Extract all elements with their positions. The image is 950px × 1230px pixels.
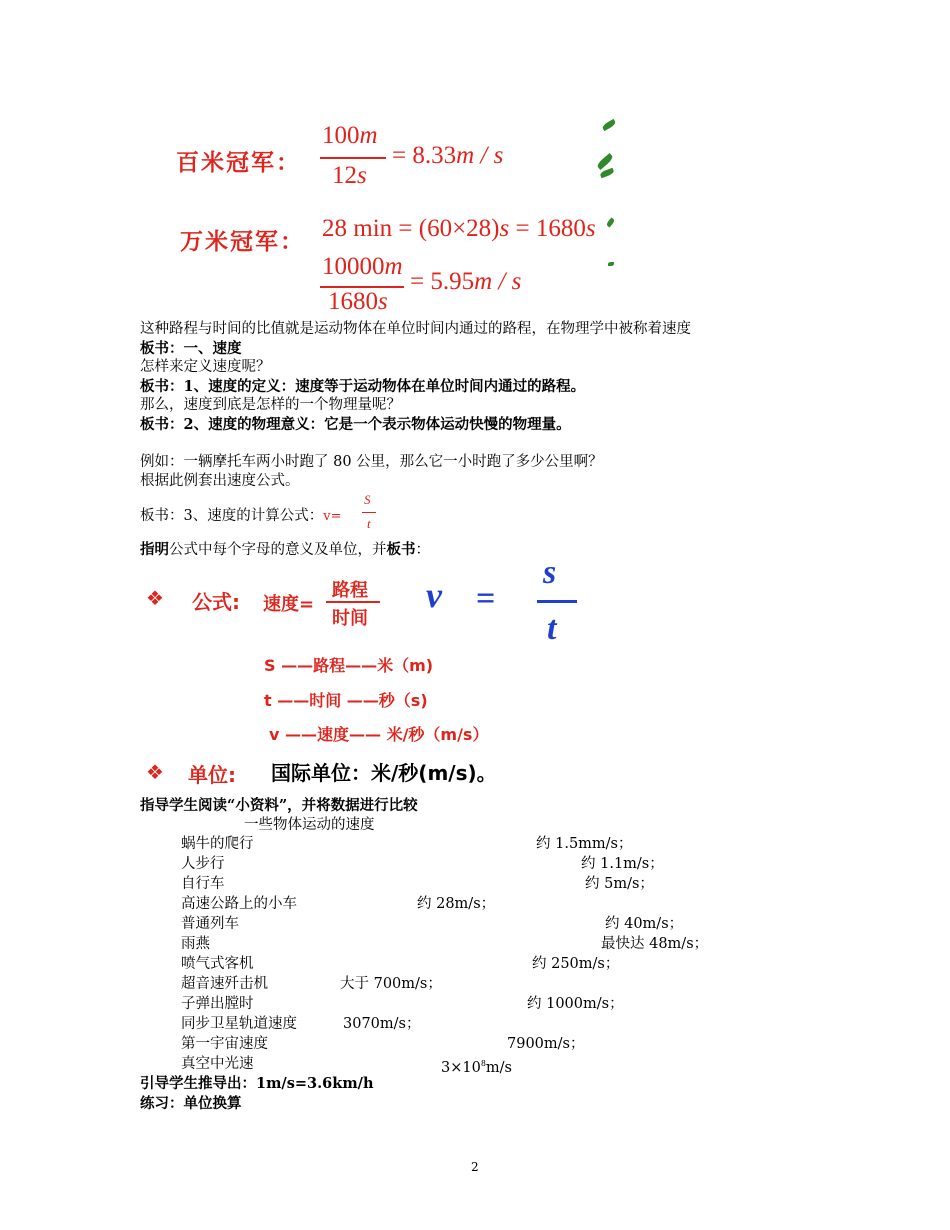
label-100m-champion: 百米冠军： [176,150,301,176]
symbol-v: v [426,575,442,615]
definition-t: t ——时间 ——秒（s) [264,691,428,710]
f3-result-value: = 5.95 [410,268,475,295]
formula-label: 公式: [192,590,240,614]
label-10000m-champion: 万米冠军： [180,229,305,255]
f1-den-value: 12 [332,162,357,189]
f3-numerator [322,253,403,281]
frac-numerator-distance: 路程 [332,580,368,601]
list-item-value: 约 1000m/s； [527,996,624,1012]
formula-slide [140,554,600,790]
board-speed-formula [140,507,341,526]
f1-fraction-bar [320,157,386,159]
list-item-value: 约 250m/s； [532,956,620,972]
explain-bold-b: 板书 [386,541,416,558]
frac-denominator-time: 时间 [332,608,368,629]
list-item-value: 约 1.5mm/s； [536,836,633,852]
f1-den-unit: s [357,162,367,189]
list-item-value [441,1054,512,1078]
paragraph-derive-formula: 根据此例套出速度公式。 [140,473,300,489]
inline-formula-bar [362,512,376,513]
light-speed-base: 3×10 [441,1059,481,1076]
derive-conversion: 引导学生推导出：1m/s=3.6km/h [140,1075,374,1092]
list-item-value: 约 1.1m/s； [581,856,664,872]
formula-image [170,108,615,318]
list-item-value: 最快达 48m/s； [601,936,709,952]
f2-line-unit: s [499,215,510,242]
f3-result [410,268,521,296]
unit-label: 单位: [188,763,236,787]
f1-numerator [322,122,378,150]
board-speed-meaning: 板书：2、速度的物理意义：它是一个表示物体运动快慢的物理量。 [140,416,571,433]
paragraph-explain-letters [140,540,430,560]
f1-result-value: = 8.33 [392,142,457,169]
f1-result [392,142,503,170]
list-item: 高速公路上的小车 [181,896,297,912]
paragraph-question-quantity: 那么，速度到底是怎样的一个物理量呢？ [140,397,401,413]
explain-bold-a: 指明 [140,541,169,558]
definition-v: v ——速度—— 米/秒（m/s） [269,725,489,744]
list-item: 自行车 [181,876,225,892]
list-item-value: 约 28m/s； [417,896,496,912]
list-item: 同步卫星轨道速度 [181,1016,297,1032]
list-item-value: 大于 700m/s； [340,976,442,992]
list-item: 普通列车 [181,916,239,932]
board-speed-definition: 板书：1、速度的定义：速度等于运动物体在单位时间内通过的路程。 [140,378,586,395]
symbol-s: s [543,554,557,591]
list-item: 真空中光速 [181,1056,254,1072]
f2-line-text: 28 min = (60×28) [322,215,500,242]
bamboo-leaf-icon [601,119,615,131]
list-item: 喷气式客机 [181,956,254,972]
list-item: 子弹出膛时 [181,996,254,1012]
frac-bar-words [326,601,380,603]
explain-colon: ： [415,542,430,558]
list-item: 人步行 [181,856,225,872]
paragraph-question-define: 怎样来定义速度呢？ [140,359,271,375]
f1-num-value: 100 [322,122,360,149]
list-item-value: 3070m/s； [343,1016,421,1032]
bamboo-leaf-icon [599,168,614,178]
bamboo-leaf-icon [606,217,615,227]
symbol-equals: = [476,580,496,617]
list-item-value: 7900m/s； [507,1036,585,1052]
reading-title: 一些物体运动的速度 [244,817,375,833]
list-item: 蜗牛的爬行 [181,836,254,852]
unit-text: 国际单位：米/秒(m/s)。 [271,761,497,785]
page-number: 2 [471,1160,479,1174]
f3-den-unit: s [378,288,388,315]
inline-formula-numerator: S [364,492,371,507]
definition-s: S ——路程——米（m) [264,656,434,675]
f2-line-result: = 1680 [509,215,586,242]
light-speed-exponent: 8 [480,1059,486,1068]
bullet-diamond-icon: ❖ [146,586,164,610]
list-item: 第一宇宙速度 [181,1036,268,1052]
symbol-t: t [547,610,557,647]
practice-heading: 练习：单位换算 [140,1095,242,1112]
list-item-value: 约 5m/s； [585,876,654,892]
frac-bar-symbols [537,600,577,603]
paragraph-example: 例如：一辆摩托车两小时跑了 80 公里，那么它一小时跑了多少公里啊？ [140,454,603,470]
f3-den-value: 1680 [328,288,378,315]
f1-result-unit: m / s [456,142,504,169]
f3-num-unit: m [384,253,403,280]
list-item-value: 约 40m/s； [605,916,684,932]
f3-result-unit: m / s [474,268,522,295]
board-speed-formula-label: 板书：3、速度的计算公式： [140,508,324,524]
list-item: 超音速歼击机 [181,976,268,992]
inline-formula-v: v= [323,509,342,524]
reading-intro: 指导学生阅读“小资料”，并将数据进行比较 [140,797,418,814]
f3-num-value: 10000 [322,253,385,280]
f1-denominator [332,162,367,190]
f2-line-result-unit: s [585,215,596,242]
bullet-diamond-icon: ❖ [146,760,164,784]
f2-line [322,215,596,243]
speed-equals: 速度= [263,594,315,615]
light-speed-unit: m/s [485,1059,512,1076]
board-speed-heading: 板书：一、速度 [140,340,242,357]
f1-num-unit: m [359,122,378,149]
bamboo-leaf-icon [608,262,614,266]
paragraph-speed-ratio: 这种路程与时间的比值就是运动物体在单位时间内通过的路程，在物理学中被称着速度 [140,321,691,337]
inline-formula-denominator: t [367,516,371,531]
explain-text: 公式中每个字母的意义及单位，并 [169,542,387,558]
f3-denominator [328,288,388,316]
list-item: 雨燕 [181,936,210,952]
